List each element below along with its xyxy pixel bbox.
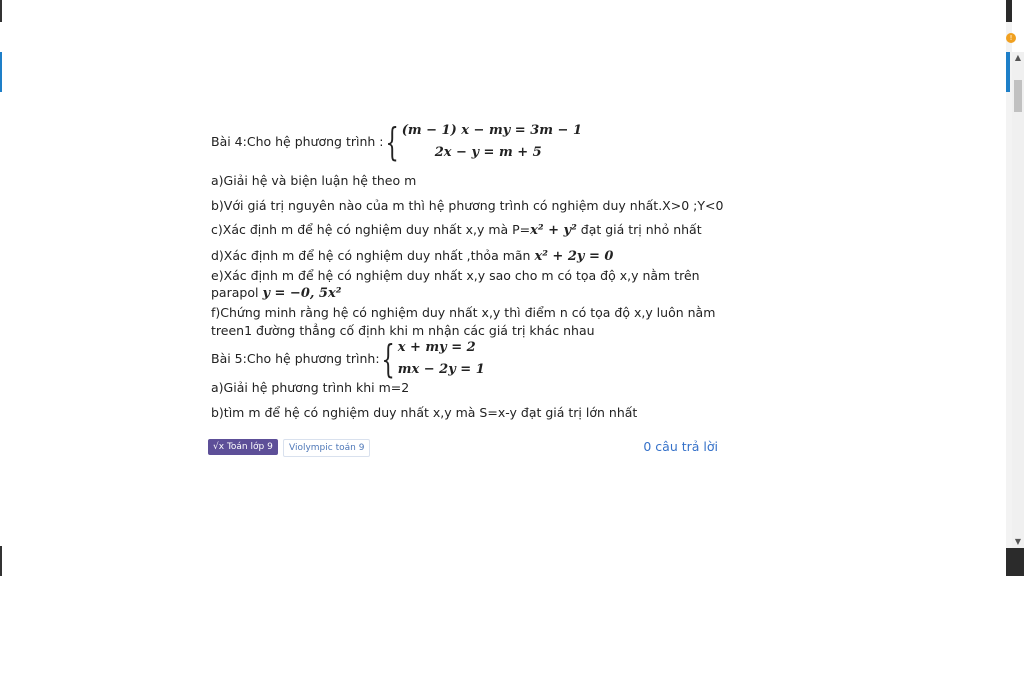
sqrt-icon: √x — [213, 442, 225, 452]
question-e-line2 — [211, 285, 341, 303]
bai4-system — [211, 120, 582, 164]
bai4-eq1: (m − 1) x − my = 3m − 1 — [401, 123, 583, 138]
question-d-text: d)Xác định m để hệ có nghiệm duy nhất ,thỏa mãn — [211, 248, 535, 263]
question-5a: a)Giải hệ phương trình khi m=2 — [211, 380, 410, 395]
question-d-math: x² + 2y = 0 — [534, 249, 614, 264]
question-c-text: c)Xác định m để hệ có nghiệm duy nhất x,y mà P= — [211, 222, 531, 237]
question-c-math: x² + y² — [530, 223, 577, 238]
tag-violympic[interactable]: Violympic toán 9 — [283, 439, 370, 457]
right-rail-dark — [1006, 0, 1012, 22]
scroll-down-icon[interactable]: ▼ — [1014, 537, 1022, 546]
brace-icon: { — [380, 337, 395, 381]
question-b: b)Với giá trị nguyên nào của m thì hệ phương trình có nghiệm duy nhất.X>0 ;Y<0 — [211, 198, 724, 213]
question-f-line1: f)Chứng minh rằng hệ có nghiệm duy nhất x,y thì điểm n có tọa độ x,y luôn nằm — [211, 305, 716, 320]
question-footer — [208, 439, 723, 457]
left-edge-dark-bottom — [0, 546, 2, 576]
tag-toan-lop-9-label: Toán lớp 9 — [226, 442, 273, 452]
brace-icon: { — [384, 120, 399, 164]
bai4-equations — [402, 120, 582, 164]
blank-area — [0, 576, 1024, 675]
tag-toan-lop-9[interactable] — [208, 439, 278, 455]
scroll-up-icon[interactable]: ▲ — [1014, 53, 1022, 62]
bai4-prefix: Bài 4:Cho hệ phương trình : — [211, 133, 384, 149]
question-f-line2: treen1 đường thẳng cố định khi m nhận các giá trị khác nhau — [211, 323, 595, 338]
question-e-text: parapol — [211, 285, 263, 300]
bai4-eq2: 2x − y = m + 5 — [434, 145, 542, 160]
question-e-line1: e)Xác định m để hệ có nghiệm duy nhất x,y sao cho m có tọa độ x,y nằm trên — [211, 268, 700, 283]
bai5-system — [211, 337, 485, 381]
corner-block — [1006, 548, 1024, 576]
question-c-tail: đạt giá trị nhỏ nhất — [576, 222, 702, 237]
bai5-eq1: x + my = 2 — [397, 340, 476, 355]
answers-count-link[interactable]: 0 câu trả lời — [643, 439, 718, 454]
question-d — [211, 248, 613, 266]
left-edge-accent — [0, 52, 2, 92]
scroll-thumb[interactable] — [1014, 80, 1022, 112]
question-e-math: y = −0, 5x² — [262, 286, 342, 301]
left-edge-dark — [0, 0, 2, 22]
bai5-prefix: Bài 5:Cho hệ phương trình: — [211, 350, 380, 366]
notification-icon[interactable]: ! — [1006, 33, 1016, 43]
question-c — [211, 222, 702, 240]
question-a: a)Giải hệ và biện luận hệ theo m — [211, 173, 417, 188]
question-5b: b)tìm m để hệ có nghiệm duy nhất x,y mà S=x-y đạt giá trị lớn nhất — [211, 405, 638, 420]
bai5-equations — [398, 337, 485, 381]
right-rail-accent — [1006, 52, 1010, 92]
vertical-scrollbar[interactable] — [1012, 52, 1024, 548]
bai5-eq2: mx − 2y = 1 — [397, 362, 485, 377]
